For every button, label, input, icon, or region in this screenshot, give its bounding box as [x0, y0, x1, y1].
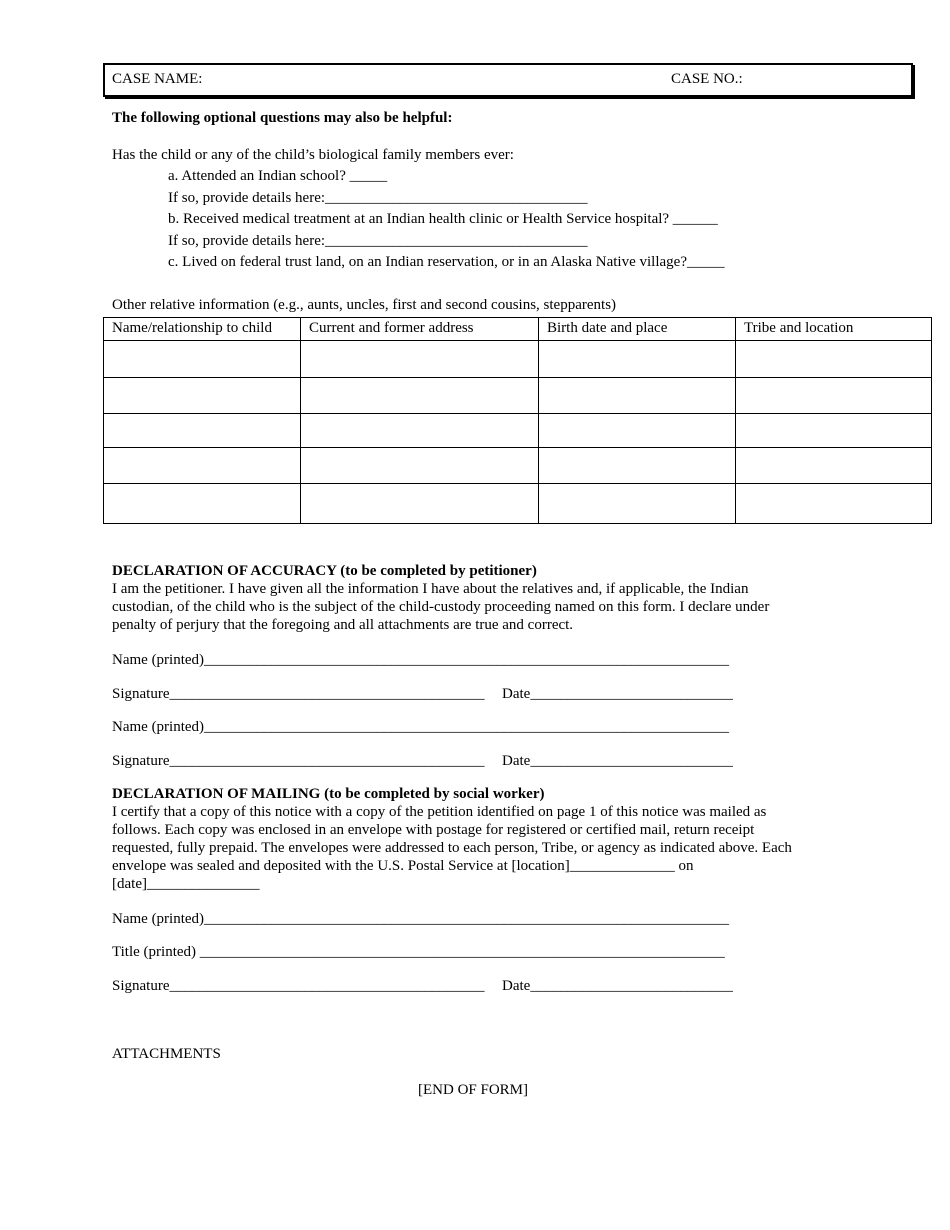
- name-printed-field-2[interactable]: Name (printed)______________________________________________________________________: [112, 719, 730, 735]
- table-row: [104, 484, 932, 524]
- attachments-label: ATTACHMENTS: [112, 1046, 221, 1062]
- column-header: Name/relationship to child: [104, 318, 301, 341]
- relatives-caption: Other relative information (e.g., aunts, uncles, first and second cousins, stepparents): [112, 297, 617, 313]
- mailing-line: requested, fully prepaid. The envelopes were addressed to each person, Tribe, or agency as indicated above. Each: [112, 840, 792, 856]
- mailing-line[interactable]: [date]_______________: [112, 876, 260, 892]
- table-cell[interactable]: [736, 378, 932, 414]
- accuracy-text: [112, 580, 832, 634]
- table-cell[interactable]: [539, 341, 736, 378]
- mailing-date-field[interactable]: Date___________________________: [502, 978, 733, 994]
- table-cell[interactable]: [104, 414, 301, 448]
- table-cell[interactable]: [104, 378, 301, 414]
- table-row: [104, 341, 932, 378]
- signature-field-2[interactable]: Signature__________________________________________: [112, 753, 485, 769]
- case-no-label: CASE NO.:: [671, 71, 743, 87]
- table-header-row: [104, 318, 932, 341]
- column-header: Birth date and place: [539, 318, 736, 341]
- table-cell[interactable]: [736, 341, 932, 378]
- table-cell[interactable]: [539, 414, 736, 448]
- signature-field-1[interactable]: Signature__________________________________________: [112, 686, 485, 702]
- case-name-label: CASE NAME:: [112, 71, 203, 87]
- question-c[interactable]: c. Lived on federal trust land, on an Indian reservation, or in an Alaska Native village?_____: [168, 254, 725, 270]
- table-cell[interactable]: [301, 341, 539, 378]
- mailing-signature-field[interactable]: Signature__________________________________________: [112, 978, 485, 994]
- mailing-text: [112, 803, 832, 893]
- mailing-heading: DECLARATION OF MAILING (to be completed by social worker): [112, 786, 545, 802]
- table-cell[interactable]: [301, 448, 539, 484]
- table-cell[interactable]: [539, 378, 736, 414]
- question-b[interactable]: b. Received medical treatment at an Indian health clinic or Health Service hospital? ______: [168, 211, 718, 227]
- table-cell[interactable]: [736, 448, 932, 484]
- mailing-line: follows. Each copy was enclosed in an envelope with postage for registered or certified mail, return receipt: [112, 822, 755, 838]
- table-cell[interactable]: [104, 341, 301, 378]
- accuracy-line: custodian, of the child who is the subject of the child-custody proceeding named on this form. I declare under: [112, 599, 770, 615]
- details-a-field[interactable]: If so, provide details here:___________________________________: [168, 190, 588, 206]
- date-field-1[interactable]: Date___________________________: [502, 686, 733, 702]
- mailing-line: I certify that a copy of this notice with a copy of the petition identified on page 1 of this notice was mailed as: [112, 804, 767, 820]
- optional-intro: Has the child or any of the child’s biological family members ever:: [112, 147, 514, 163]
- column-header: Current and former address: [301, 318, 539, 341]
- case-header-box: [103, 63, 913, 97]
- details-b-field[interactable]: If so, provide details here:___________________________________: [168, 233, 588, 249]
- table-cell[interactable]: [301, 414, 539, 448]
- question-a[interactable]: a. Attended an Indian school? _____: [168, 168, 388, 184]
- mailing-line[interactable]: envelope was sealed and deposited with the U.S. Postal Service at [location]______________ on: [112, 858, 694, 874]
- mailing-title-field[interactable]: Title (printed) ______________________________________________________________________: [112, 944, 725, 960]
- table-cell[interactable]: [301, 378, 539, 414]
- accuracy-heading: DECLARATION OF ACCURACY (to be completed by petitioner): [112, 563, 537, 579]
- accuracy-line: I am the petitioner. I have given all the information I have about the relatives and, if applicable, the Indian: [112, 581, 749, 597]
- table-cell[interactable]: [736, 484, 932, 524]
- name-printed-field-1[interactable]: Name (printed)______________________________________________________________________: [112, 652, 730, 668]
- optional-heading: The following optional questions may also be helpful:: [112, 110, 453, 126]
- table-cell[interactable]: [301, 484, 539, 524]
- table-cell[interactable]: [736, 414, 932, 448]
- table-cell[interactable]: [104, 448, 301, 484]
- relatives-table: [103, 317, 932, 524]
- table-row: [104, 414, 932, 448]
- column-header: Tribe and location: [736, 318, 932, 341]
- accuracy-line: penalty of perjury that the foregoing and all attachments are true and correct.: [112, 617, 574, 633]
- mailing-name-field[interactable]: Name (printed)______________________________________________________________________: [112, 911, 730, 927]
- table-cell[interactable]: [104, 484, 301, 524]
- end-of-form-label: [END OF FORM]: [418, 1082, 529, 1098]
- table-cell[interactable]: [539, 448, 736, 484]
- table-row: [104, 448, 932, 484]
- table-cell[interactable]: [539, 484, 736, 524]
- table-row: [104, 378, 932, 414]
- date-field-2[interactable]: Date___________________________: [502, 753, 733, 769]
